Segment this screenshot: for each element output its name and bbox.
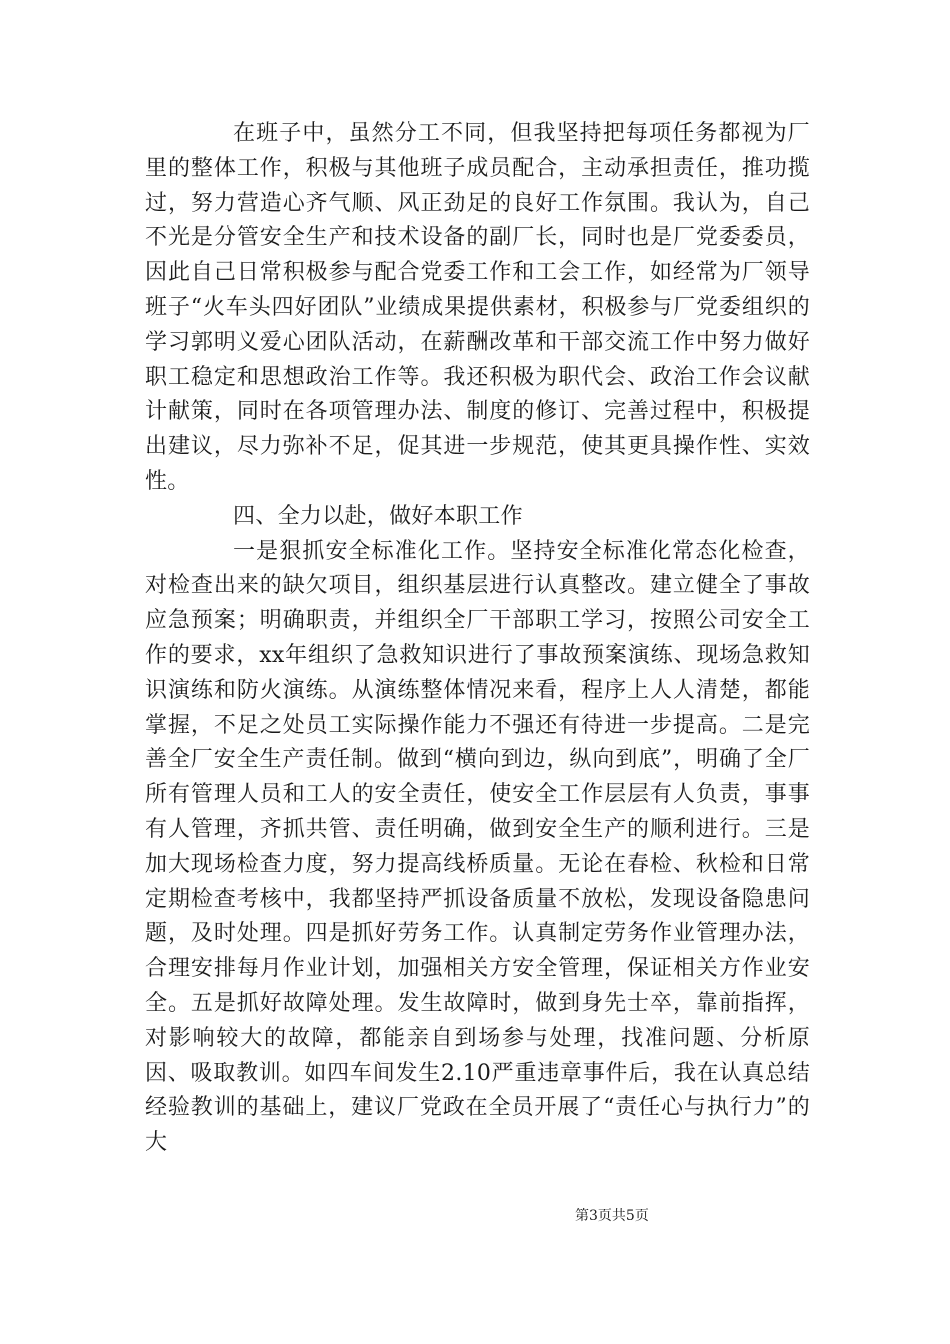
document-body <box>145 117 810 1161</box>
paragraph-safety-work: 一是狠抓安全标准化工作。坚持安全标准化常态化检查，对检查出来的缺欠项目，组织基层进行认真整改。建立健全了事故应急预案；明确职责，并组织全厂干部职工学习，按照公司安全工作的要求，xx年组织了急救知识进行了事故预案演练、现场急救知识演练和防火演练。从演练整体情况来看，程序上人人清楚，都能掌握，不足之处员工实际操作能力不强还有待进一步提高。二是完善全厂安全生产责任制。做到“横向到边，纵向到底”，明确了全厂所有管理人员和工人的安全责任，使安全工作层层有人负责，事事有人管理，齐抓共管、责任明确，做到安全生产的顺利进行。三是加大现场检查力度，努力提高线桥质量。无论在春检、秋检和日常定期检查考核中，我都坚持严抓设备质量不放松，发现设备隐患问题，及时处理。四是抓好劳务工作。认真制定劳务作业管理办法，合理安排每月作业计划，加强相关方安全管理，保证相关方作业安全。五是抓好故障处理。发生故障时，做到身先士卒，靠前指挥，对影响较大的故障，都能亲自到场参与处理，找准问题、分析原因、吸取教训。如四车间发生2.10严重违章事件后，我在认真总结经验教训的基础上，建议厂党政在全员开展了“责任心与执行力”的大 <box>145 538 810 1156</box>
paragraph-team-cooperation: 在班子中，虽然分工不同，但我坚持把每项任务都视为厂里的整体工作，积极与其他班子成员配合，主动承担责任，推功揽过，努力营造心齐气顺、风正劲足的良好工作氛围。我认为，自己不光是分管安全生产和技术设备的副厂长，同时也是厂党委委员，因此自己日常积极参与配合党委工作和工会工作，如经常为厂领导班子“火车头四好团队”业绩成果提供素材，积极参与厂党委组织的学习郭明义爱心团队活动，在薪酬改革和干部交流工作中努力做好职工稳定和思想政治工作等。我还积极为职代会、政治工作会议献计献策，同时在各项管理办法、制度的修订、完善过程中，积极提出建议，尽力弥补不足，促其进一步规范，使其更具操作性、实效性。 <box>145 121 810 494</box>
section-heading: 四、全力以赴，做好本职工作 <box>233 503 523 529</box>
page-number: 第3页共5页 <box>575 1208 649 1224</box>
